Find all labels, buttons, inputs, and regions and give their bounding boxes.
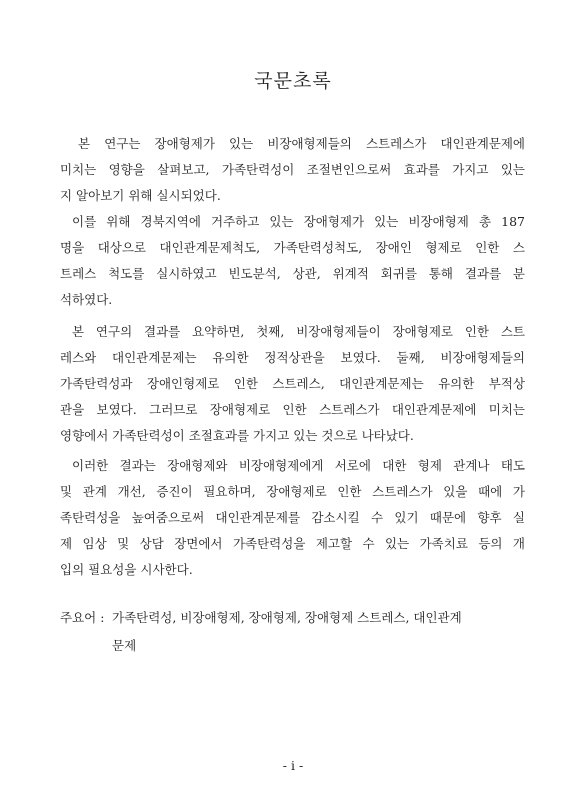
- abstract-line: 제 임상 및 상담 장면에서 가족탄력성을 제고할 수 있는 가족치료 등의 개: [60, 536, 525, 551]
- abstract-line: 트레스 척도를 실시하였고 빈도분석, 상관, 위계적 회귀를 통해 결과를 분: [60, 266, 525, 281]
- abstract-line: 및 관계 개선, 증진이 필요하며, 장애형제로 인한 스트레스가 있을 때에 가: [60, 484, 525, 499]
- keywords-line: 가족탄력성, 비장애형제, 장애형제, 장애형제 스트레스, 대인관계: [112, 610, 462, 625]
- abstract-line: 레스와 대인관계문제는 유의한 정적상관을 보였다. 둘째, 비장애형제들의: [60, 350, 525, 365]
- abstract-line: 영향에서 가족탄력성이 조절효과를 가지고 있는 것으로 나타났다.: [60, 428, 414, 443]
- page-number: - i -: [282, 758, 304, 773]
- abstract-line: 족탄력성을 높여줌으로써 대인관계문제를 감소시킬 수 있기 때문에 향후 실: [60, 510, 525, 525]
- abstract-line: 본 연구의 결과를 요약하면, 첫째, 비장애형제들이 장애형제로 인한 스트: [72, 324, 525, 339]
- abstract-line: 석하였다.: [60, 292, 113, 307]
- abstract-line: 이를 위해 경북지역에 거주하고 있는 장애형제가 있는 비장애형제 총 187: [72, 214, 525, 229]
- page-title: 국문초록: [254, 70, 332, 92]
- abstract-line: 입의 필요성을 시사한다.: [60, 562, 193, 577]
- abstract-line: 지 알아보기 위해 실시되었다.: [60, 188, 221, 203]
- abstract-line: 관을 보였다. 그러므로 장애형제로 인한 스트레스가 대인관계문제에 미치는: [60, 402, 525, 417]
- abstract-line: 이러한 결과는 장애형제와 비장애형제에게 서로에 대한 형제 관계나 태도: [72, 458, 525, 473]
- abstract-line: 가족탄력성과 장애인형제로 인한 스트레스, 대인관계문제는 유의한 부적상: [60, 376, 525, 391]
- keywords-label: 주요어 :: [60, 610, 105, 625]
- abstract-line: 본 연구는 장애형제가 있는 비장애형제들의 스트레스가 대인관계문제에: [78, 136, 525, 151]
- keywords-line: 문제: [112, 638, 137, 653]
- abstract-line: 미치는 영향을 살펴보고, 가족탄력성이 조절변인으로써 효과를 가지고 있는: [60, 162, 525, 177]
- abstract-line: 명을 대상으로 대인관계문제척도, 가족탄력성척도, 장애인 형제로 인한 스: [60, 240, 525, 255]
